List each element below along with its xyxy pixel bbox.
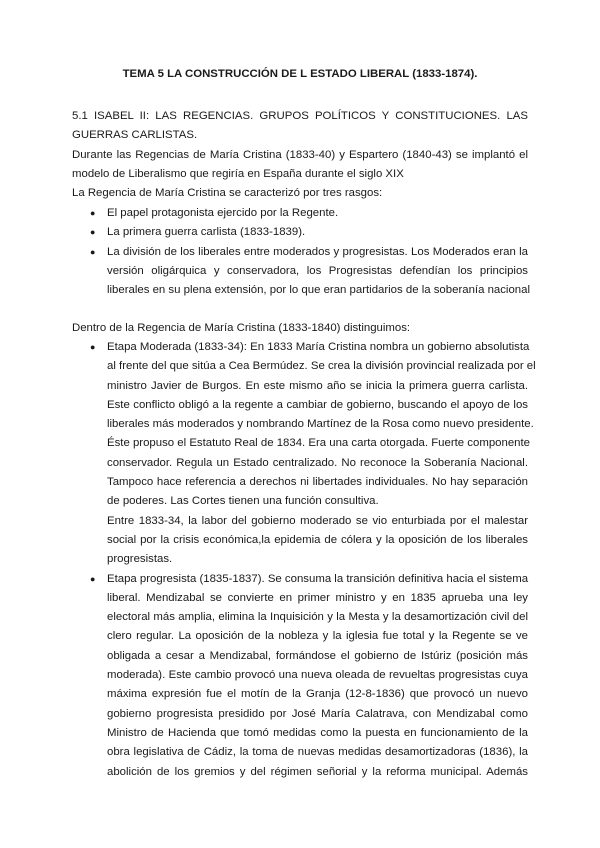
list-item: [90, 223, 528, 242]
list-item-line: liberal. Mendizabal se convierte en primer ministro y en 1835 aprueba una ley: [107, 591, 528, 604]
intro-line: modelo de Liberalismo que regiría en España durante el siglo XIX: [72, 167, 404, 180]
list-item-line: La división de los liberales entre moderados y progresistas. Los Moderados eran la: [107, 245, 528, 258]
list-item-line: progresistas.: [107, 553, 173, 566]
list-item-line: versión oligárquica y conservadora, los Progresistas defendían los principios: [107, 264, 528, 277]
etapas-intro: [72, 319, 528, 338]
bullet-icon: ●: [90, 208, 96, 218]
list-item-line: conservador. Regula un Estado centralizado. No reconoce la Soberanía Nacional.: [107, 456, 528, 469]
list-item-line: abolición de los gremios y del régimen señorial y la reforma municipal. Además: [107, 765, 528, 778]
etapas-intro-line: Dentro de la Regencia de María Cristina (1833-1840) distinguimos:: [72, 322, 411, 334]
list-item-line: Ministro de Hacienda que tomó medidas como la puesta en funcionamiento de la: [107, 726, 528, 739]
list-item-line: Etapa Moderada (1833-34): En 1833 María Cristina nombra un gobierno absolutista: [107, 341, 530, 353]
list-item-line: obra legislativa de Cádiz, la toma de nuevas medidas desamortizadoras (1836), la: [107, 746, 528, 759]
bullet-icon: ●: [90, 573, 96, 584]
list-item-line: al frente del que sitúa a Cea Bermúdez. Se crea la división provincial realizada por el: [107, 360, 536, 373]
list-item-line: Entre 1833-34, la labor del gobierno moderado se vio enturbiada por el malestar: [107, 514, 528, 527]
section-heading-line: 5.1 ISABEL II: LAS REGENCIAS. GRUPOS POLÍTICOS Y CONSTITUCIONES. LAS: [72, 110, 528, 122]
list-item-line: gobierno progresista presidido por José María Calatrava, con Mendizabal como: [107, 707, 528, 720]
intro-line: La Regencia de María Cristina se caracterizó por tres rasgos:: [72, 187, 383, 200]
intro-line: Durante las Regencias de María Cristina (1833-40) y Espartero (1840-43) se implantó el: [72, 148, 528, 161]
list-item-line: social por la crisis económica,la epidemia de cólera y la oposición de los liberales: [107, 533, 528, 546]
list-item-line: liberales en su plena extensión, por lo que eran partidarios de la soberanía nacional: [107, 284, 530, 297]
list-item-line: obligada a cesar a Mendizabal, formándose el gobierno de Istúriz (posición más: [107, 649, 528, 662]
list-item-line: liberales más moderados y nombrando Martínez de la Rosa como nuevo presidente.: [107, 418, 534, 431]
list-item-line: Éste propuso el Estatuto Real de 1834. Era una carta otorgada. Fuerte componente: [107, 437, 530, 450]
bullet-icon: ●: [90, 246, 96, 257]
list-item-line: clero regular. La oposición de la nobleza y la iglesia fue total y la Regente se ve: [107, 630, 528, 643]
list-item: [90, 338, 536, 570]
list-item-line: ministro Javier de Burgos. En este mismo año se inicia la primera guerra carlista.: [107, 379, 528, 392]
list-item-line: de poderes. Las Cortes tienen una función consultiva.: [107, 495, 379, 508]
bullet-icon: ●: [90, 227, 96, 238]
etapas-list: [90, 338, 536, 782]
bullet-icon: ●: [90, 342, 96, 352]
list-item-line: La primera guerra carlista (1833-1839).: [107, 226, 306, 239]
list-item-line: Este conflicto obligó a la regente a cambiar de gobierno, buscando el apoyo de los: [107, 398, 528, 411]
list-item-line: moderada). Este cambio provocó una nueva oleada de revueltas progresistas cuya: [107, 669, 528, 682]
list-item-line: electoral más amplia, elimina la Inquisición y la Mesta y la desamortización civil del: [107, 611, 528, 624]
list-item-line: Etapa progresista (1835-1837). Se consuma la transición definitiva hacia el sistema: [107, 572, 529, 585]
list-item: [90, 204, 528, 223]
list-item: [90, 570, 528, 782]
list-item-line: Tampoco hace referencia a derechos ni libertades individuales. No hay separación: [107, 476, 528, 489]
section-heading: [72, 107, 528, 203]
rasgos-list: [90, 204, 528, 300]
list-item-line: El papel protagonista ejercido por la Regente.: [107, 207, 339, 219]
list-item: [90, 243, 528, 301]
document-title: TEMA 5 LA CONSTRUCCIÓN DE L ESTADO LIBERAL (1833-1874).: [122, 68, 478, 80]
section-heading-line: GUERRAS CARLISTAS.: [72, 129, 198, 142]
list-item-line: máxima expresión fue el motín de la Granja (12-8-1836) que provocó un nuevo: [107, 688, 528, 701]
